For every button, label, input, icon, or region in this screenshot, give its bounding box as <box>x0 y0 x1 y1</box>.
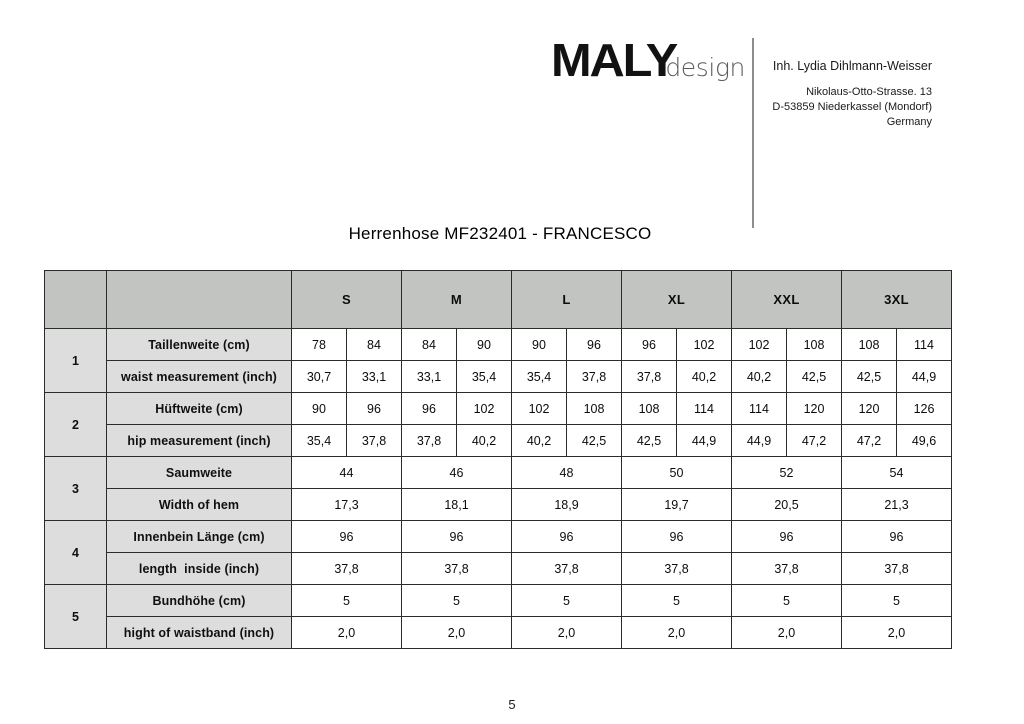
measurement-cell: 44,9 <box>732 425 787 457</box>
measurement-cell: 102 <box>677 329 732 361</box>
measurement-cell: 35,4 <box>457 361 512 393</box>
owner-name: Inh. Lydia Dihlmann-Weisser <box>772 59 932 73</box>
measurement-cell: 37,8 <box>402 425 457 457</box>
measurement-cell: 120 <box>842 393 897 425</box>
measurement-cell: 126 <box>897 393 952 425</box>
measurement-cell: 96 <box>512 521 622 553</box>
measurement-cell: 49,6 <box>897 425 952 457</box>
measurement-cell: 5 <box>402 585 512 617</box>
measurement-cell: 120 <box>787 393 842 425</box>
table-body <box>45 329 952 649</box>
measurement-cell: 5 <box>512 585 622 617</box>
measurement-cell: 84 <box>402 329 457 361</box>
row-group-index: 5 <box>45 585 107 649</box>
measurement-cell: 44,9 <box>897 361 952 393</box>
measurement-cell: 17,3 <box>292 489 402 521</box>
measurement-cell: 35,4 <box>292 425 347 457</box>
measurement-cell: 108 <box>842 329 897 361</box>
row-label: length inside (inch) <box>107 553 292 585</box>
measurement-cell: 20,5 <box>732 489 842 521</box>
measurement-cell: 40,2 <box>457 425 512 457</box>
table-row <box>45 553 952 585</box>
measurement-cell: 50 <box>622 457 732 489</box>
measurement-cell: 42,5 <box>842 361 897 393</box>
measurement-cell: 96 <box>347 393 402 425</box>
measurement-cell: 37,8 <box>622 361 677 393</box>
measurement-cell: 30,7 <box>292 361 347 393</box>
row-label: Innenbein Länge (cm) <box>107 521 292 553</box>
measurement-cell: 40,2 <box>732 361 787 393</box>
row-label: hight of waistband (inch) <box>107 617 292 649</box>
measurement-cell: 37,8 <box>842 553 952 585</box>
measurement-cell: 54 <box>842 457 952 489</box>
measurement-cell: 5 <box>292 585 402 617</box>
page-number: 5 <box>508 697 516 712</box>
header-size-m: M <box>402 271 512 329</box>
measurement-cell: 21,3 <box>842 489 952 521</box>
measurement-cell: 96 <box>292 521 402 553</box>
row-label: Bundhöhe (cm) <box>107 585 292 617</box>
row-group-index: 3 <box>45 457 107 521</box>
measurement-cell: 5 <box>732 585 842 617</box>
measurement-cell: 37,8 <box>512 553 622 585</box>
measurement-cell: 96 <box>402 393 457 425</box>
header-size-s: S <box>292 271 402 329</box>
header-size-xl: XL <box>622 271 732 329</box>
size-chart-container <box>44 270 952 649</box>
measurement-cell: 90 <box>292 393 347 425</box>
measurement-cell: 42,5 <box>567 425 622 457</box>
measurement-cell: 5 <box>622 585 732 617</box>
table-row <box>45 617 952 649</box>
measurement-cell: 37,8 <box>732 553 842 585</box>
measurement-cell: 90 <box>512 329 567 361</box>
measurement-cell: 37,8 <box>292 553 402 585</box>
measurement-cell: 37,8 <box>567 361 622 393</box>
row-label: hip measurement (inch) <box>107 425 292 457</box>
address-line-city: D-53859 Niederkassel (Mondorf) <box>772 101 932 113</box>
table-row <box>45 521 952 553</box>
measurement-cell: 2,0 <box>622 617 732 649</box>
measurement-cell: 114 <box>897 329 952 361</box>
header-index-blank <box>45 271 107 329</box>
measurement-cell: 47,2 <box>842 425 897 457</box>
address-lines <box>700 85 932 130</box>
address-line-country: Germany <box>886 116 932 128</box>
measurement-cell: 114 <box>677 393 732 425</box>
measurement-cell: 90 <box>457 329 512 361</box>
logo-wordmark-secondary: design <box>665 53 745 82</box>
measurement-cell: 78 <box>292 329 347 361</box>
row-label: Saumweite <box>107 457 292 489</box>
measurement-cell: 96 <box>622 329 677 361</box>
measurement-cell: 40,2 <box>512 425 567 457</box>
measurement-cell: 102 <box>512 393 567 425</box>
measurement-cell: 102 <box>732 329 787 361</box>
table-header-row <box>45 271 952 329</box>
measurement-cell: 114 <box>732 393 787 425</box>
row-label: Hüftweite (cm) <box>107 393 292 425</box>
measurement-cell: 96 <box>732 521 842 553</box>
measurement-cell: 19,7 <box>622 489 732 521</box>
measurement-cell: 33,1 <box>347 361 402 393</box>
measurement-cell: 2,0 <box>842 617 952 649</box>
row-group-index: 1 <box>45 329 107 393</box>
measurement-cell: 96 <box>402 521 512 553</box>
table-row <box>45 329 952 361</box>
row-label: waist measurement (inch) <box>107 361 292 393</box>
table-row <box>45 585 952 617</box>
row-group-index: 4 <box>45 521 107 585</box>
table-row <box>45 361 952 393</box>
measurement-cell: 48 <box>512 457 622 489</box>
size-chart-table <box>44 270 952 649</box>
row-label: Width of hem <box>107 489 292 521</box>
measurement-cell: 2,0 <box>732 617 842 649</box>
measurement-cell: 84 <box>347 329 402 361</box>
measurement-cell: 102 <box>457 393 512 425</box>
address-line-street: Nikolaus-Otto-Strasse. 13 <box>806 86 932 98</box>
header-label-blank <box>107 271 292 329</box>
measurement-cell: 108 <box>787 329 842 361</box>
measurement-cell: 96 <box>567 329 622 361</box>
header-size-xxl: XXL <box>732 271 842 329</box>
measurement-cell: 44 <box>292 457 402 489</box>
measurement-cell: 108 <box>622 393 677 425</box>
company-address-block <box>700 58 932 130</box>
measurement-cell: 44,9 <box>677 425 732 457</box>
measurement-cell: 2,0 <box>512 617 622 649</box>
measurement-cell: 46 <box>402 457 512 489</box>
header-size-l: L <box>512 271 622 329</box>
header-size-3xl: 3XL <box>842 271 952 329</box>
table-row <box>45 489 952 521</box>
measurement-cell: 37,8 <box>622 553 732 585</box>
measurement-cell: 42,5 <box>622 425 677 457</box>
measurement-cell: 108 <box>567 393 622 425</box>
table-row <box>45 393 952 425</box>
measurement-cell: 96 <box>622 521 732 553</box>
measurement-cell: 35,4 <box>512 361 567 393</box>
measurement-cell: 2,0 <box>292 617 402 649</box>
logo-wordmark-primary: MALY <box>551 34 677 86</box>
table-row <box>45 457 952 489</box>
measurement-cell: 18,9 <box>512 489 622 521</box>
letterhead <box>0 0 1024 240</box>
row-label: Taillenweite (cm) <box>107 329 292 361</box>
measurement-cell: 2,0 <box>402 617 512 649</box>
measurement-cell: 5 <box>842 585 952 617</box>
measurement-cell: 37,8 <box>347 425 402 457</box>
table-row <box>45 425 952 457</box>
measurement-cell: 42,5 <box>787 361 842 393</box>
measurement-cell: 33,1 <box>402 361 457 393</box>
row-group-index: 2 <box>45 393 107 457</box>
page-title: Herrenhose MF232401 - FRANCESCO <box>348 224 652 243</box>
measurement-cell: 47,2 <box>787 425 842 457</box>
measurement-cell: 18,1 <box>402 489 512 521</box>
measurement-cell: 52 <box>732 457 842 489</box>
table-header <box>45 271 952 329</box>
measurement-cell: 40,2 <box>677 361 732 393</box>
measurement-cell: 37,8 <box>402 553 512 585</box>
measurement-cell: 96 <box>842 521 952 553</box>
